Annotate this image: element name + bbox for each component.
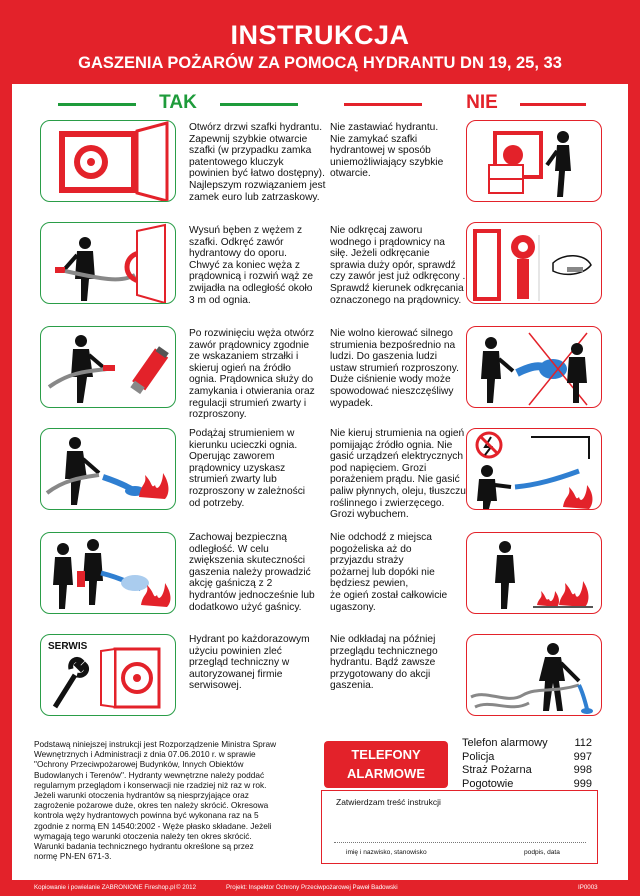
phone-label: Telefon alarmowy (462, 737, 548, 749)
phone-row (462, 737, 592, 751)
illustration-valve-force (466, 222, 602, 304)
poster-subtitle: GASZENIA POŻARÓW ZA POMOCĄ HYDRANTU DN 19, 25, 33 (78, 54, 562, 72)
illustration-stay-until-out (466, 532, 602, 614)
illustration-open-cabinet (40, 120, 176, 202)
phone-label: Policja (462, 750, 495, 763)
no-text-3: Nie wolno kierować silnego strumienia bezpośrednio na ludzi. Do gaszenia ludzi ustaw strumień rozproszony. Duże ciśnienie wody może spowodować nieszczęśliwy wypadek. (330, 328, 459, 409)
phone-label: Straż Pożarna (462, 764, 532, 777)
phone-row (462, 764, 592, 778)
poster-title: INSTRUKCJA (230, 20, 410, 50)
yes-text-6: Hydrant po każdorazowym użyciu powinien zleć przegląd techniczny w autoryzowanej firmie serwisowej. (189, 634, 310, 692)
no-text-2: Nie odkręcaj zaworu wodnego i prądownicy na siłę. Jeżeli odkręcanie sprawia duży opór, sprawdź czy zawór jest już odkręcony . Sprawdź kierunek odkręcania oznaczonego na prądownicy. (330, 225, 466, 306)
illustration-postponed-check (466, 634, 602, 716)
illustration-service (40, 634, 176, 716)
yes-text-5: Zachowaj bezpieczną odległość. W celu zwiększenia skuteczności gaszenia należy prowadzić akcję gaśniczą z 2 hydrantów jednocześnie lub dodatkowo użyć gaśnicy. (189, 532, 315, 613)
illustration-unroll-hose (40, 222, 176, 304)
phone-row (462, 751, 592, 765)
emergency-phone-list (462, 737, 592, 792)
phone-label: Pogotowie (462, 778, 514, 791)
footer-copyright: © 2012 (176, 884, 197, 891)
yes-text-2: Wysuń bęben z wężem z szafki. Odkręć zawór hydrantowy do oporu. Chwyć za koniec węża z prądownicą i rozwiń wąż ze zwijadła na odległość około 3 m od ognia. (189, 225, 314, 306)
illustration-follow-fire (40, 428, 176, 510)
nie-rule-right (520, 103, 586, 106)
footer-copy-notice: Kopiowanie i powielanie ZABRONIONE Fireshop.pl (34, 884, 176, 891)
yes-text-3: Po rozwinięciu węża otwórz zawór prądownicy zgodnie ze wskazaniem strzałki i skieruj ogień na źródło ognia. Prądownica służy do zamykania i otwierania oraz regulacji strumień zwarty i rozproszony. (189, 328, 315, 421)
yes-text-4: Podążaj strumieniem w kierunku ucieczki ognia. Operując zaworem prądownicy uzyskasz strumień zwarty lub rozproszony w zależności od potrzeby. (189, 428, 306, 509)
no-text-6: Nie odkładaj na później przeglądu technicznego hydrantu. Bądź zawsze przygotowany do akcji gaszenia. (330, 634, 438, 692)
illustration-open-nozzle (40, 326, 176, 408)
poster-header (0, 0, 640, 84)
phone-number: 999 (573, 778, 592, 791)
signature-line (334, 842, 586, 843)
illustration-no-electric-oil (466, 428, 602, 510)
emergency-phones-badge: TELEFONY ALARMOWE (324, 741, 448, 788)
phone-number: 997 (573, 750, 592, 763)
no-text-4: Nie kieruj strumienia na ogień pomijając źródło ognia. Nie gasić urządzeń elektrycznych pod napięciem. Grozi porażeniem prądu. Nie gasić paliw płynnych, oleju, tłuszczu roślinnego i zwierzęcego. Grozi wybuchem. (330, 428, 466, 521)
nie-heading: NIE (466, 92, 498, 113)
signature-date-label: podpis, data (524, 849, 560, 856)
yes-text-1: Otwórz drzwi szafki hydrantu. Zapewnij szybkie otwarcie szafki (w przypadku zamka patentowego kluczyk powinien być łatwo dostępny). Najlepszym rozwiązaniem jest zamek euro lub zatrzaskowy. (189, 122, 326, 203)
approval-signature-box[interactable] (321, 790, 598, 864)
approval-heading: Zatwierdzam treść instrukcji (336, 797, 441, 807)
footer-author: Projekt: Inspektor Ochrony Przeciwpożarowej Paweł Badowski (226, 884, 398, 891)
tak-rule-left (58, 103, 136, 106)
nie-rule-left (344, 103, 422, 106)
illustration-blocked-hydrant (466, 120, 602, 202)
illustration-two-hydrants (40, 532, 176, 614)
no-text-1: Nie zastawiać hydrantu. Nie zamykać szafki hydrantowej w sposób uniemożliwiający szybkie otwarcie. (330, 122, 444, 180)
illustration-no-jet-on-people (466, 326, 602, 408)
name-position-label: imię i nazwisko, stanowisko (346, 849, 427, 856)
no-text-5: Nie odchodź z miejsca pogożeliska aż do przyjazdu straży pożarnej lub dopóki nie będziesz pewien, że ogień został całkowicie ugaszony. (330, 532, 448, 613)
footer-code: IP0003 (578, 884, 598, 891)
phone-number: 112 (574, 737, 592, 749)
service-label: SERWIS (48, 641, 88, 652)
phone-number: 998 (573, 764, 592, 777)
tak-heading: TAK (159, 92, 197, 113)
tak-rule-right (220, 103, 298, 106)
legal-basis-text: Podstawą niniejszej instrukcji jest Rozporządzenie Ministra Spraw Wewnętrznych i Administracji z dnia 07.06.2010 r. w sprawie "Ochrony Przeciwpożarowej Budynków, Innych Obiektów Budowlanych i Terenów". Hydranty wewnętrzne należy poddać regularnym przeglądom i konserwacji nie rzadziej niż raz w rok. Jeżeli warunki otoczenia hydrantów są niesprzyjające oraz zagrożenie pożarowe duże, okres ten należy skrócić. Okresowa kontrola węży hydrantowych powinna być wykonana raz na 5 zgodnie z normą EN 14540:2002 - Węże płasko składane. Jeżeli wymagają tego warunki otoczenia należy ten okres skrócić. Warunki badania technicznego hydrantu określone są przez normę PN-EN 671-3. (34, 739, 277, 862)
